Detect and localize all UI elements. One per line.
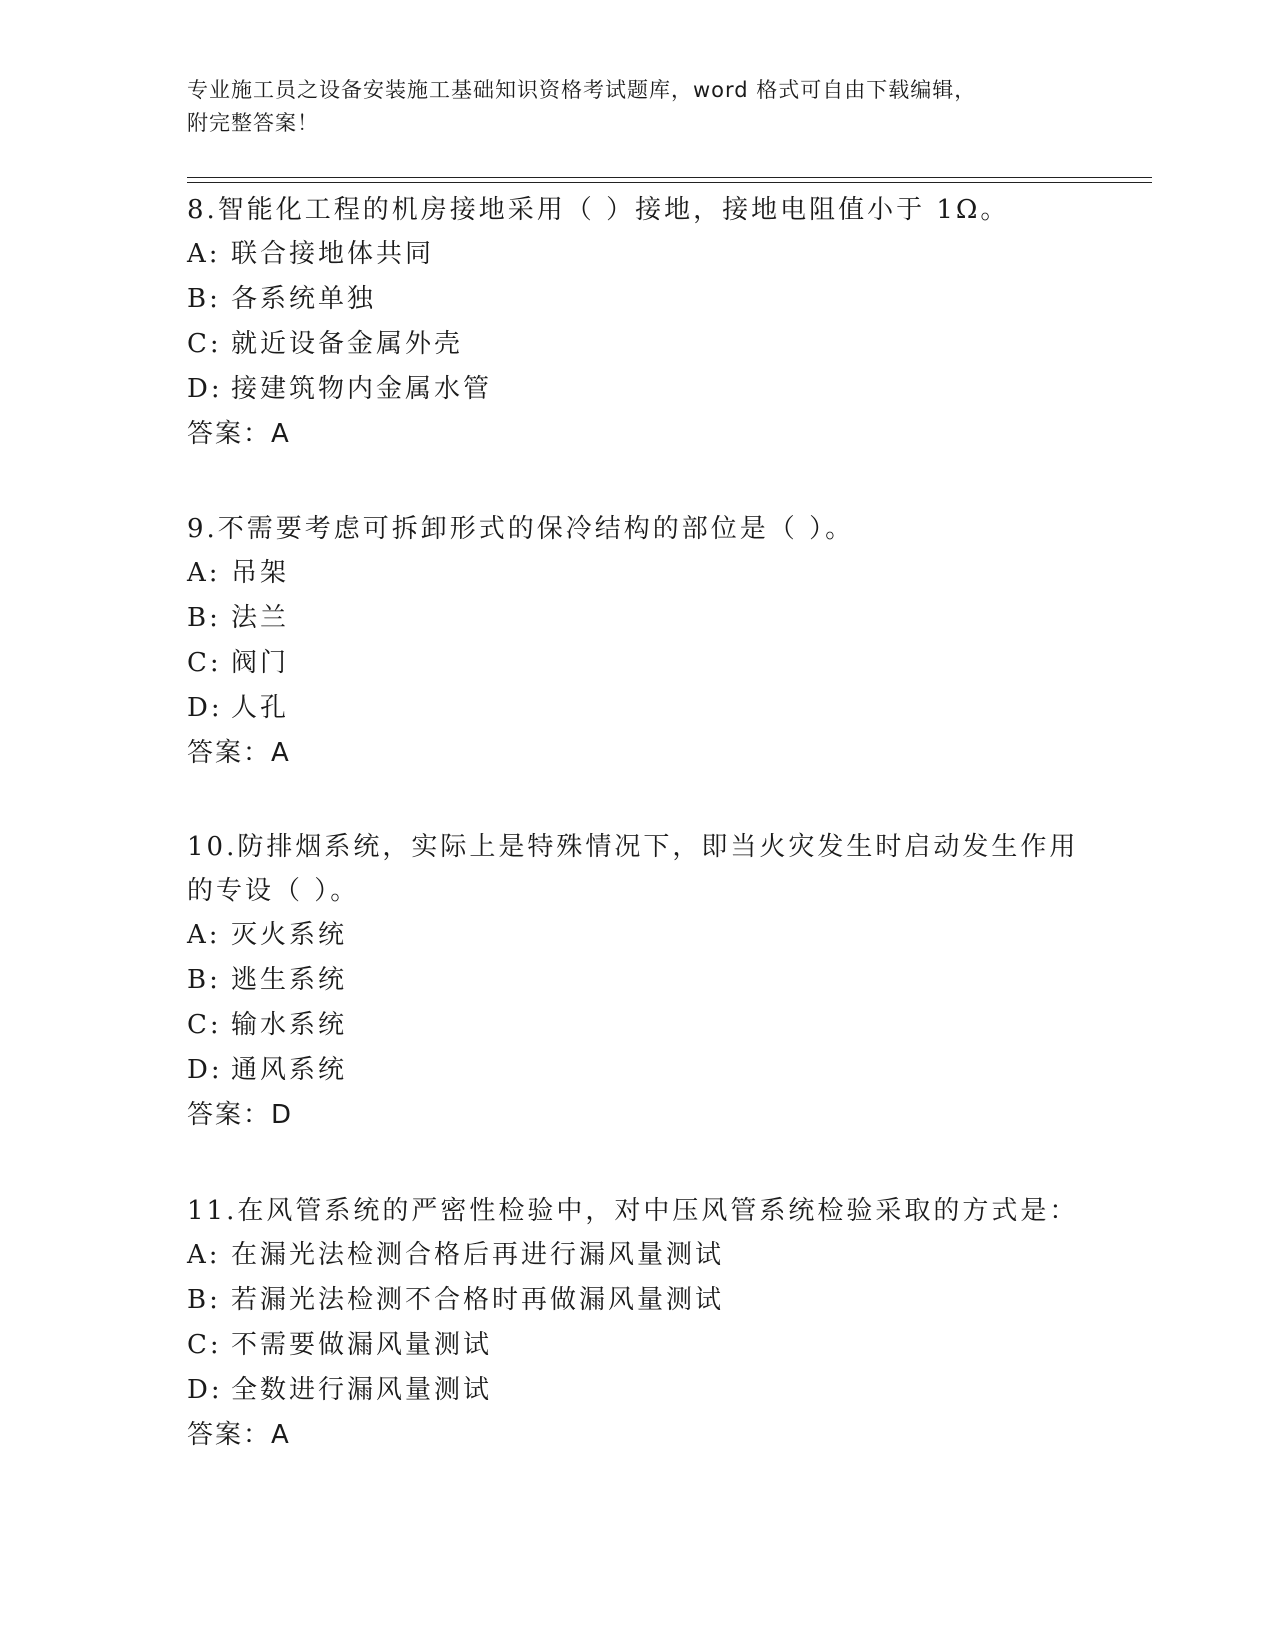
option-text: 联合接地体共同 bbox=[231, 239, 435, 269]
option-letter: B: bbox=[187, 284, 221, 314]
option-letter: D: bbox=[187, 1055, 223, 1085]
question-9 bbox=[187, 507, 1087, 776]
option-text: 法兰 bbox=[231, 603, 290, 633]
option-c bbox=[187, 1323, 1087, 1368]
option-letter: A: bbox=[187, 239, 221, 269]
option-d bbox=[187, 1368, 1087, 1413]
question-8 bbox=[187, 188, 1087, 457]
option-d bbox=[187, 686, 1087, 731]
question-stem-line-1: 10.防排烟系统，实际上是特殊情况下，即当火灾发生时启动发生作用 bbox=[187, 832, 1079, 862]
header-divider-top bbox=[187, 177, 1152, 178]
question-11 bbox=[187, 1189, 1087, 1458]
option-letter: A: bbox=[187, 1240, 221, 1270]
option-a bbox=[187, 232, 1087, 277]
option-text: 若漏光法检测不合格时再做漏风量测试 bbox=[231, 1285, 725, 1315]
option-letter: B: bbox=[187, 603, 221, 633]
document-header bbox=[187, 74, 1087, 140]
option-text: 接建筑物内金属水管 bbox=[231, 374, 493, 404]
option-text: 灭火系统 bbox=[231, 920, 348, 950]
option-text: 输水系统 bbox=[231, 1010, 348, 1040]
option-letter: C: bbox=[187, 329, 222, 359]
option-b bbox=[187, 277, 1087, 322]
question-stem: 9.不需要考虑可拆卸形式的保冷结构的部位是（ ）。 bbox=[187, 514, 855, 544]
option-letter: A: bbox=[187, 558, 221, 588]
option-text: 逃生系统 bbox=[231, 965, 348, 995]
option-letter: B: bbox=[187, 1285, 221, 1315]
option-d bbox=[187, 1048, 1087, 1093]
option-text: 不需要做漏风量测试 bbox=[231, 1330, 493, 1360]
option-text: 人孔 bbox=[231, 693, 290, 723]
option-text: 全数进行漏风量测试 bbox=[231, 1375, 493, 1405]
option-d bbox=[187, 367, 1087, 412]
option-c bbox=[187, 322, 1087, 367]
answer: 答案：D bbox=[187, 1100, 294, 1130]
answer: 答案：A bbox=[187, 419, 291, 449]
option-letter: B: bbox=[187, 965, 221, 995]
question-stem-line-2: 的专设（ ）。 bbox=[187, 876, 360, 906]
option-text: 在漏光法检测合格后再进行漏风量测试 bbox=[231, 1240, 725, 1270]
header-line-2: 附完整答案！ bbox=[187, 111, 319, 135]
option-text: 阀门 bbox=[231, 648, 290, 678]
answer: 答案：A bbox=[187, 738, 291, 768]
option-b bbox=[187, 596, 1087, 641]
option-letter: D: bbox=[187, 374, 223, 404]
option-c bbox=[187, 641, 1087, 686]
question-10 bbox=[187, 825, 1087, 1138]
option-a bbox=[187, 1233, 1087, 1278]
option-text: 吊架 bbox=[231, 558, 290, 588]
option-text: 通风系统 bbox=[231, 1055, 348, 1085]
option-a bbox=[187, 551, 1087, 596]
option-c bbox=[187, 1003, 1087, 1048]
option-b bbox=[187, 958, 1087, 1003]
option-b bbox=[187, 1278, 1087, 1323]
option-letter: C: bbox=[187, 1010, 222, 1040]
option-letter: C: bbox=[187, 648, 222, 678]
question-stem: 8.智能化工程的机房接地采用（ ）接地，接地电阻值小于 1Ω。 bbox=[187, 195, 1010, 225]
answer: 答案：A bbox=[187, 1420, 291, 1450]
question-stem: 11.在风管系统的严密性检验中，对中压风管系统检验采取的方式是： bbox=[187, 1196, 1079, 1226]
option-letter: A: bbox=[187, 920, 221, 950]
header-line-1: 专业施工员之设备安装施工基础知识资格考试题库，word 格式可自由下载编辑， bbox=[187, 78, 977, 102]
option-text: 就近设备金属外壳 bbox=[231, 329, 464, 359]
option-a bbox=[187, 913, 1087, 958]
option-letter: D: bbox=[187, 693, 223, 723]
header-divider-bottom bbox=[187, 182, 1152, 183]
option-letter: C: bbox=[187, 1330, 222, 1360]
option-letter: D: bbox=[187, 1375, 223, 1405]
option-text: 各系统单独 bbox=[231, 284, 377, 314]
